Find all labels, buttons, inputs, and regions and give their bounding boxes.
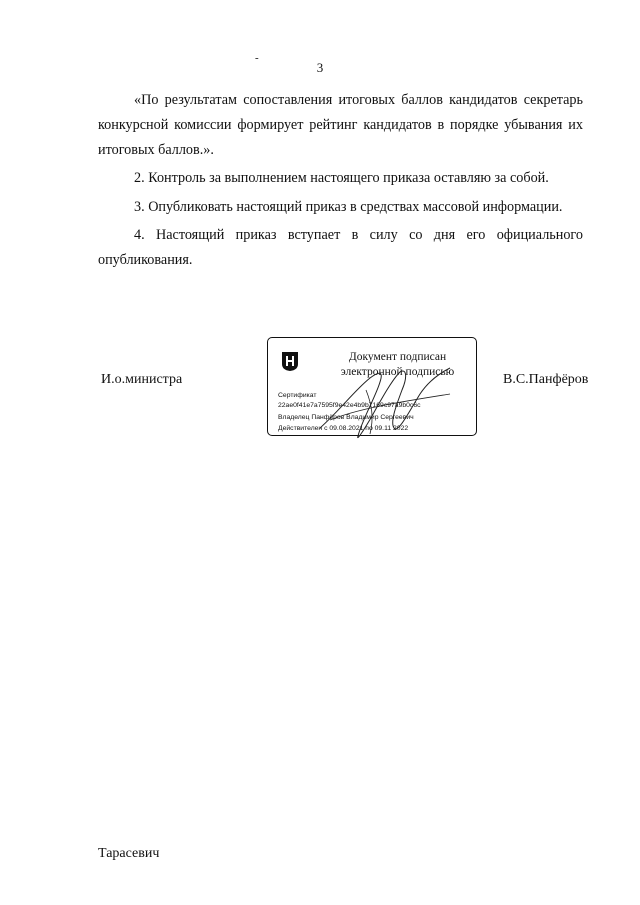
- certificate-label: Сертификат: [278, 392, 317, 399]
- document-author: Тарасевич: [98, 846, 160, 861]
- paragraph-control: 2. Контроль за выполнением настоящего приказа оставляю за собой.: [134, 170, 549, 186]
- e-signature-stamp: [267, 337, 477, 436]
- certificate-owner: Владелец Панфёров Владимир Сергеевич: [278, 414, 414, 421]
- signer-name: В.С.Панфёров: [503, 372, 589, 387]
- stamp-title-line-1: Документ подписан: [348, 351, 447, 363]
- certificate-validity: Действителен с 09.08.2021 по 09.11 2022: [278, 425, 409, 432]
- page-number: 3: [316, 60, 324, 75]
- paragraph-effective: 4. Настоящий приказ вступает в силу со дня его официального опубликования.: [98, 227, 583, 268]
- certificate-number: 22ae0f41e7a7595f9e42e4b9b7169c97a9b0c6c: [278, 402, 421, 409]
- signer-position: И.о.министра: [101, 372, 183, 387]
- coat-of-arms-icon: [281, 350, 299, 372]
- paragraph-publish: 3. Опубликовать настоящий приказ в средствах массовой информации.: [134, 199, 563, 215]
- stamp-title: [320, 350, 475, 380]
- page-mark: -: [255, 52, 259, 64]
- stamp-title-line-2: электронной подписью: [340, 366, 455, 378]
- paragraph-rating-clause: «По результатам сопоставления итоговых баллов кандидатов секретарь конкурсной комиссии формирует рейтинг кандидатов в порядке убывания их итоговых баллов.».: [98, 92, 583, 158]
